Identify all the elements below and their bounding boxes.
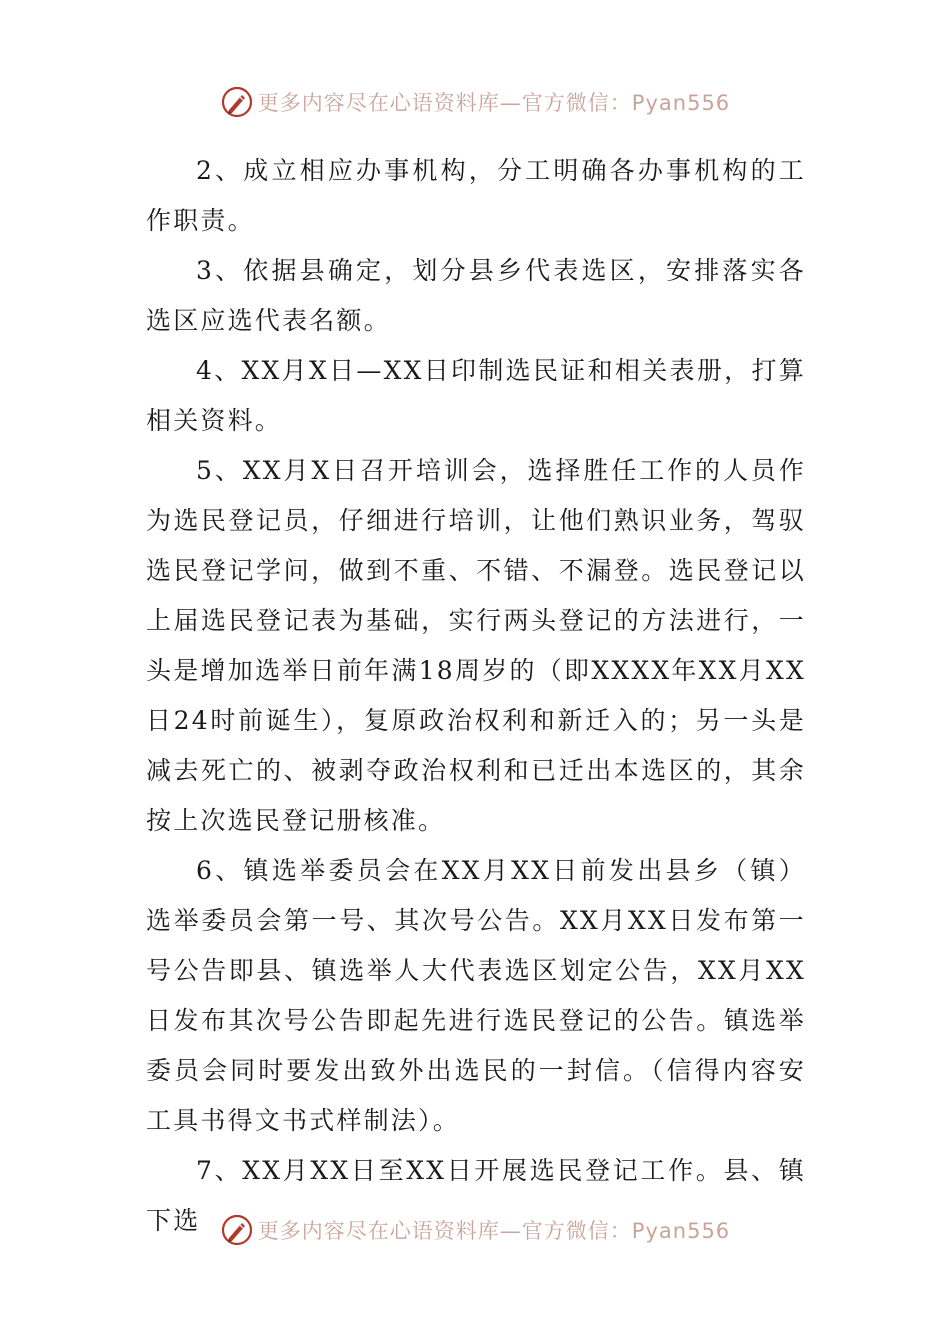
watermark-text: 更多内容尽在心语资料库—官方微信：Pyan556: [257, 1219, 731, 1243]
paragraph-item-3: 3、依据县确定，划分县乡代表选区，安排落实各选区应选代表名额。: [146, 256, 806, 335]
paragraph-item-6: 6、镇选举委员会在XX月XX日前发出县乡（镇）选举委员会第一号、其次号公告。XX月XX日发布第一号公告即县、镇选举人大代表选区划定公告，XX月XX日发布其次号公告即起先进行选民登记的公告。镇选举委员会同时要发出致外出选民的一封信。（信得内容安工具书得文书式样制法）。: [146, 856, 806, 1135]
paragraph-item-4: 4、XX月X日—XX日印制选民证和相关表册，打算相关资料。: [146, 356, 806, 435]
paragraph-item-5: 5、XX月X日召开培训会，选择胜任工作的人员作为选民登记员，仔细进行培训，让他们熟识业务，驾驭选民登记学问，做到不重、不错、不漏登。选民登记以上届选民登记表为基础，实行两头登记的方法进行，一头是增加选举日前年满18周岁的（即XXXX年XX月XX日24时前诞生），复原政治权利和新迁入的；另一头是减去死亡的、被剥夺政治权利和已迁出本选区的，其余按上次选民登记册核准。: [146, 456, 806, 835]
paragraph-item-2: 2、成立相应办事机构，分工明确各办事机构的工作职责。: [146, 156, 806, 235]
document-body: [146, 146, 806, 1246]
footer-watermark: [0, 1208, 950, 1252]
pen-circle-logo-icon: [220, 85, 254, 119]
paragraph-item-7: 7、XX月XX日至XX日开展选民登记工作。县、镇下选: [146, 1156, 806, 1235]
watermark-text: 更多内容尽在心语资料库—官方微信：Pyan556: [257, 91, 731, 115]
header-watermark: [0, 80, 950, 124]
pen-circle-logo-icon: [220, 1213, 254, 1247]
